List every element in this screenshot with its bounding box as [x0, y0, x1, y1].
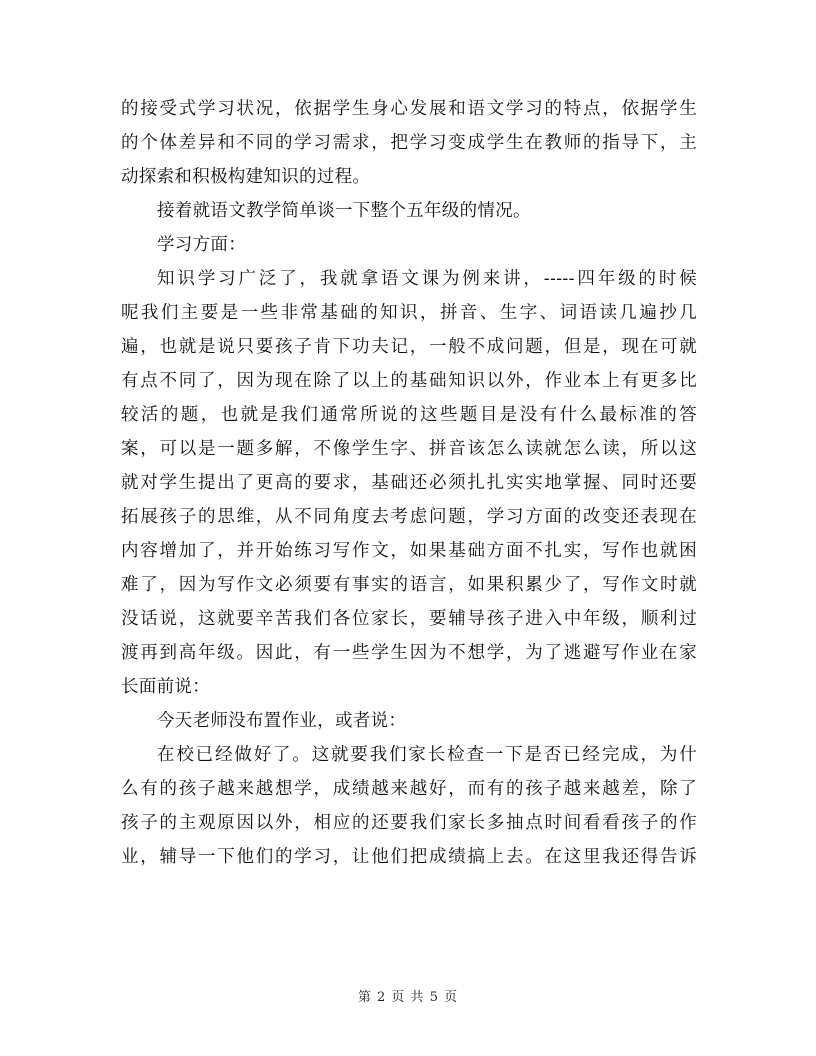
- page-number: 第 2 页 共 5 页: [357, 990, 459, 1005]
- text-line: 长面前说：: [121, 677, 210, 697]
- text-line: 知识学习广泛了，我就拿语文课为例来讲，-----四年级的时候: [157, 269, 697, 289]
- text-line: 有点不同了，因为现在除了以上的基础知识以外，作业本上有更多比: [121, 371, 697, 391]
- text-line: 难了，因为写作文必须要有事实的语言，如果积累少了，写作文时就: [121, 575, 697, 595]
- text-line: 遍，也就是说只要孩子肯下功夫记，一般不成问题，但是，现在可就: [121, 337, 697, 357]
- text-line: 内容增加了，并开始练习写作文，如果基础方面不扎实，写作也就困: [121, 541, 697, 561]
- body-text: [121, 92, 697, 874]
- text-line: 没话说，这就要辛苦我们各位家长，要辅导孩子进入中年级，顺利过: [121, 609, 697, 629]
- text-line: 渡再到高年级。因此，有一些学生因为不想学，为了逃避写作业在家: [121, 643, 697, 663]
- text-line: 的接受式学习状况，依据学生身心发展和语文学习的特点，依据学生: [121, 99, 697, 119]
- text-line: 接着就语文教学简单谈一下整个五年级的情况。: [157, 201, 531, 221]
- text-line: 在校已经做好了。这就要我们家长检查一下是否已经完成，为什: [157, 745, 697, 765]
- text-line: 动探索和积极构建知识的过程。: [121, 167, 371, 187]
- text-line: 孩子的主观原因以外，相应的还要我们家长多抽点时间看看孩子的作: [121, 813, 697, 833]
- text-line: 么有的孩子越来越想学，成绩越来越好，而有的孩子越来越差，除了: [121, 779, 697, 799]
- text-line: 学习方面：: [157, 235, 246, 255]
- text-line: 呢我们主要是一些非常基础的知识，拼音、生字、词语读几遍抄几: [121, 303, 697, 323]
- text-line: 今天老师没布置作业，或者说：: [157, 711, 407, 731]
- text-line: 拓展孩子的思维，从不同角度去考虑问题，学习方面的改变还表现在: [121, 507, 697, 527]
- text-line: 的个体差异和不同的学习需求，把学习变成学生在教师的指导下，主: [121, 133, 697, 153]
- text-line: 案，可以是一题多解，不像学生字、拼音该怎么读就怎么读，所以这: [121, 439, 697, 459]
- text-line: 较活的题，也就是我们通常所说的这些题目是没有什么最标准的答: [121, 405, 697, 425]
- text-line: 就对学生提出了更高的要求，基础还必须扎扎实实地掌握、同时还要: [121, 473, 697, 493]
- text-line: 业，辅导一下他们的学习，让他们把成绩搞上去。在这里我还得告诉: [121, 847, 697, 867]
